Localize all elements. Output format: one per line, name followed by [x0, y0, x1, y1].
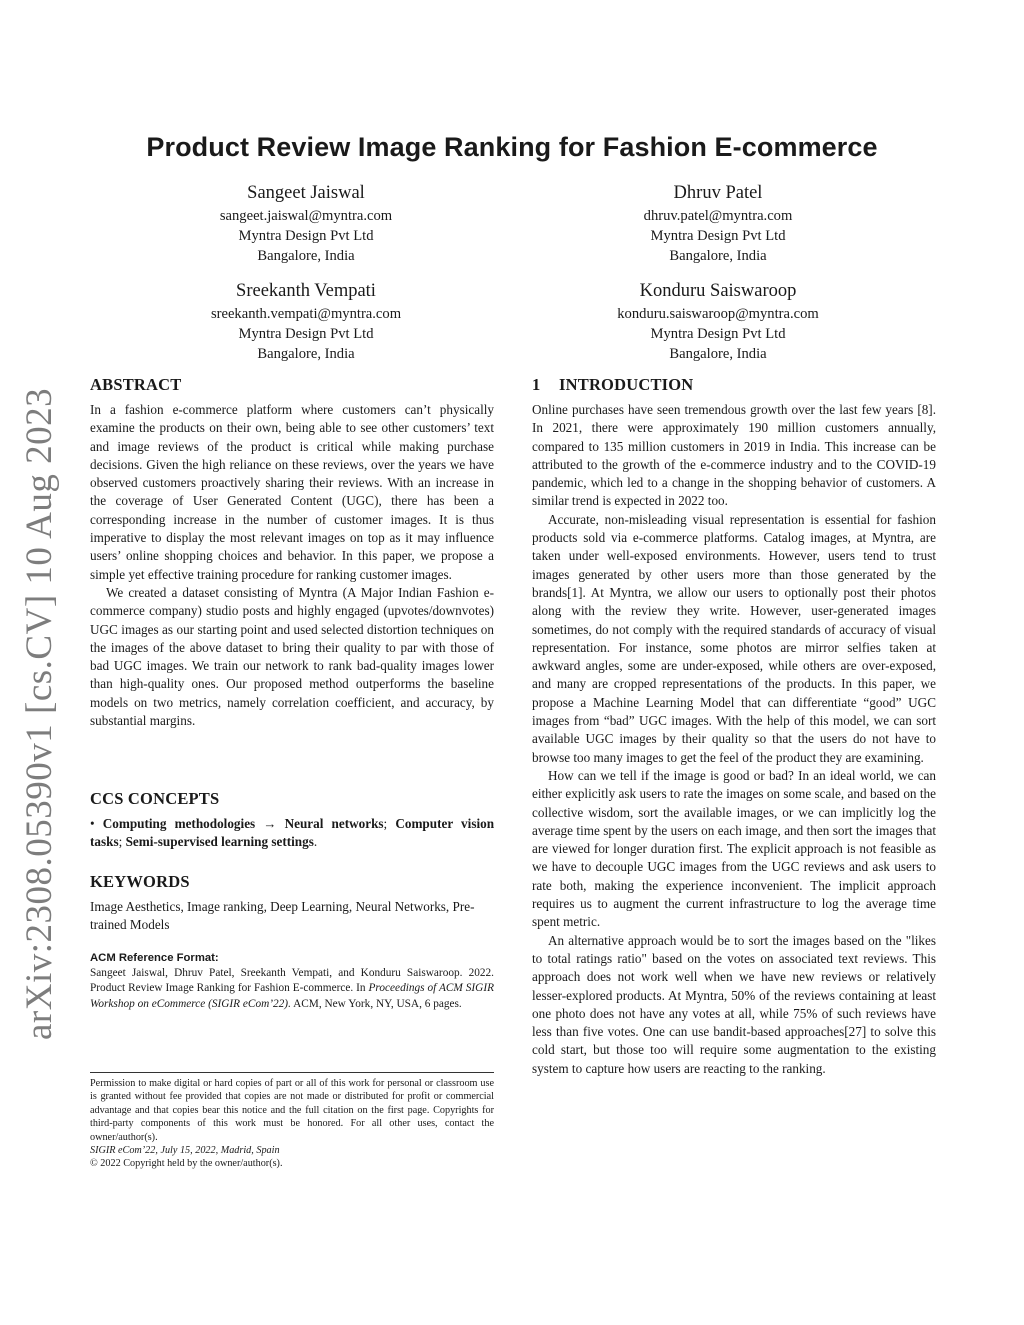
author-email: sreekanth.vempati@myntra.com	[210, 306, 402, 322]
conference-line: SIGIR eCom’22, July 15, 2022, Madrid, Spain	[90, 1145, 280, 1157]
author-location: Bangalore, India	[669, 248, 767, 264]
author-block	[518, 278, 918, 364]
acm-reference-text	[90, 966, 494, 1012]
author-name: Konduru Saiswaroop	[639, 281, 797, 301]
author-org: Myntra Design Pvt Ltd	[650, 228, 786, 244]
author-location: Bangalore, India	[257, 346, 355, 362]
author-block	[106, 278, 506, 364]
section-heading: CCS CONCEPTS	[90, 789, 220, 808]
ccs-term: Computer vision tasks	[90, 816, 495, 850]
author-block	[518, 180, 918, 266]
arrow-icon: →	[263, 816, 277, 831]
keywords-section	[90, 871, 494, 935]
separator: ;	[383, 816, 388, 831]
ccs-section	[90, 788, 494, 852]
author-name: Dhruv Patel	[673, 183, 763, 203]
intro-paragraph: Online purchases have seen tremendous growth over the last few years [8]. In 2021, there were approximately 190 million customers annually, compared to 135 million customers in 2019 in India. This increase can be attributed to the growth of the e-commerce industry and to the COVID-19 pandemic, which led to a change in the shopping behavior of customers. A similar trend is expected in 2022 too.	[532, 402, 936, 509]
section-number: 1	[532, 375, 541, 394]
separator: .	[313, 834, 318, 850]
copyright-line: © 2022 Copyright held by the owner/author(s).	[90, 1158, 283, 1170]
acm-reference	[90, 950, 494, 1012]
permission-text: Permission to make digital or hard copies of part or all of this work for personal or classroom use is granted without fee provided that copies are not made or distributed for profit or commercial advantage and that copies bear this notice and the full citation on the first page. Copyrights for third-party components of this work must be honored. For all other uses, contact the owner/author(s).	[90, 1078, 494, 1143]
author-org: Myntra Design Pvt Ltd	[650, 326, 786, 342]
author-email: konduru.saiswaroop@myntra.com	[617, 306, 819, 322]
ccs-term: Computing methodologies	[102, 816, 256, 831]
section-heading: KEYWORDS	[90, 872, 190, 891]
ccs-concepts	[90, 815, 494, 852]
author-email: dhruv.patel@myntra.com	[643, 208, 793, 224]
bullet: •	[90, 816, 95, 831]
abstract-section	[90, 374, 494, 730]
section-heading: ABSTRACT	[90, 375, 182, 394]
arxiv-side-stamp: arXiv:2308.05390v1 [cs.CV] 10 Aug 2023	[19, 387, 60, 1040]
abstract-paragraph: We created a dataset consisting of Myntra (A Major Indian Fashion e-commerce company) studio posts and highly engaged (upvotes/downvotes) UGC images as our starting point and used selected distortion techniques on the images of the above dataset to bring their quality to par with those of bad UGC images. We train our network to rank bad-quality images lower than high-quality ones. Our proposed method outperforms the baseline models on two metrics, namely correlation coefficient, and accuracy, by substantial margins.	[90, 584, 494, 729]
author-location: Bangalore, India	[669, 346, 767, 362]
ccs-term: Neural networks	[284, 816, 384, 831]
author-name: Sangeet Jaiswal	[247, 183, 365, 203]
acm-ref-part: ACM, New York, NY, USA, 6 pages.	[290, 997, 462, 1010]
author-name: Sreekanth Vempati	[236, 281, 376, 301]
author-org: Myntra Design Pvt Ltd	[238, 326, 374, 342]
intro-paragraph: An alternative approach would be to sort the images based on the "likes to total ratings ratio" based on the votes on associated text reviews. This approach does not work well when we have new reviews or relatively lesser-explored products. At Myntra, 50% of the reviews containing at least one photo does not have any votes at all, while 75% of such reviews have less than five votes. One can use bandit-based approaches[27] to solve this cold start, but those too will require some augmentation to the existing system to capture how users are reacting to the ranking.	[532, 932, 936, 1076]
intro-paragraph: Accurate, non-misleading visual representation is essential for fashion products sold via e-commerce platforms. Catalog images, at Myntra, are taken under well-exposed environments. However, users tend to trust images generated by other users more than those generated by the brands[1]. At Myntra, we allow our users to optionally post their photos along with the review they write. However, user-generated images sometimes, do not comply with the required standards of accuracy of visual representation. For instance, some photos are mirror selfies taken at awkward angles, some are under-exposed, while others are over-exposed, and many are cropped representations of the products. In this paper, we propose a Machine Learning Model that can differentiate “good” UGC images from “bad” UGC images. With the help of this model, we can sort available UGC images by their quality so that the users do not have to browse too many images to get the feel of the product they are examining.	[532, 511, 936, 765]
acm-ref-part: Sangeet Jaiswal, Dhruv Patel, Sreekanth Vempati, and Konduru Saiswaroop. 2022. Product Review Image Ranking for Fashion E-commerce. In	[90, 967, 494, 995]
author-org: Myntra Design Pvt Ltd	[238, 228, 374, 244]
copyright-footnote	[90, 1077, 494, 1171]
acm-reference-heading: ACM Reference Format:	[90, 952, 219, 964]
author-location: Bangalore, India	[257, 248, 355, 264]
section-heading	[532, 374, 936, 396]
abstract-paragraph: In a fashion e-commerce platform where customers can’t physically examine the products on their own, being able to see other customers’ text and image reviews of the product is critical while making purchase decisions. Given the high reliance on these reviews, over the years we have observed customers proactively sharing their reviews. With an increase in the coverage of User Generated Content (UGC), there has been a corresponding increase in the number of customer images. It is thus imperative to display the most relevant images on top as it may influence users’ online shopping choices and behavior. In this paper, we propose a simple yet effective training procedure for ranking customer images.	[90, 402, 494, 582]
author-block	[106, 180, 506, 266]
acm-ref-venue: Proceedings of ACM SIGIR Workshop on eCommerce (SIGIR eCom’22).	[90, 982, 495, 1010]
footnote-divider	[90, 1072, 494, 1073]
intro-paragraph: How can we tell if the image is good or bad? In an ideal world, we can either explicitly ask users to rate the images on some scale, and based on the collective wisdom, sort the available images, or we can implicitly log the average time spent by the users on each image, and then sort the images that are viewed for longer duration first. The explicit approach is not feasible as we have to decouple UGC images from the UGC reviews and ask users to rate both, making the experience inconvenient. The implicit approach requires us to augment the current infrastructure to log the average time spent metric.	[532, 767, 936, 930]
keywords-text: Image Aesthetics, Image ranking, Deep Learning, Neural Networks, Pre-trained Models	[90, 899, 475, 933]
section-title: INTRODUCTION	[559, 375, 694, 394]
separator: ;	[118, 834, 123, 850]
paper-title: Product Review Image Ranking for Fashion E-commerce	[146, 132, 878, 162]
introduction-section	[532, 374, 936, 1078]
author-email: sangeet.jaiswal@myntra.com	[219, 208, 393, 224]
ccs-term: Semi-supervised learning settings	[125, 834, 314, 850]
